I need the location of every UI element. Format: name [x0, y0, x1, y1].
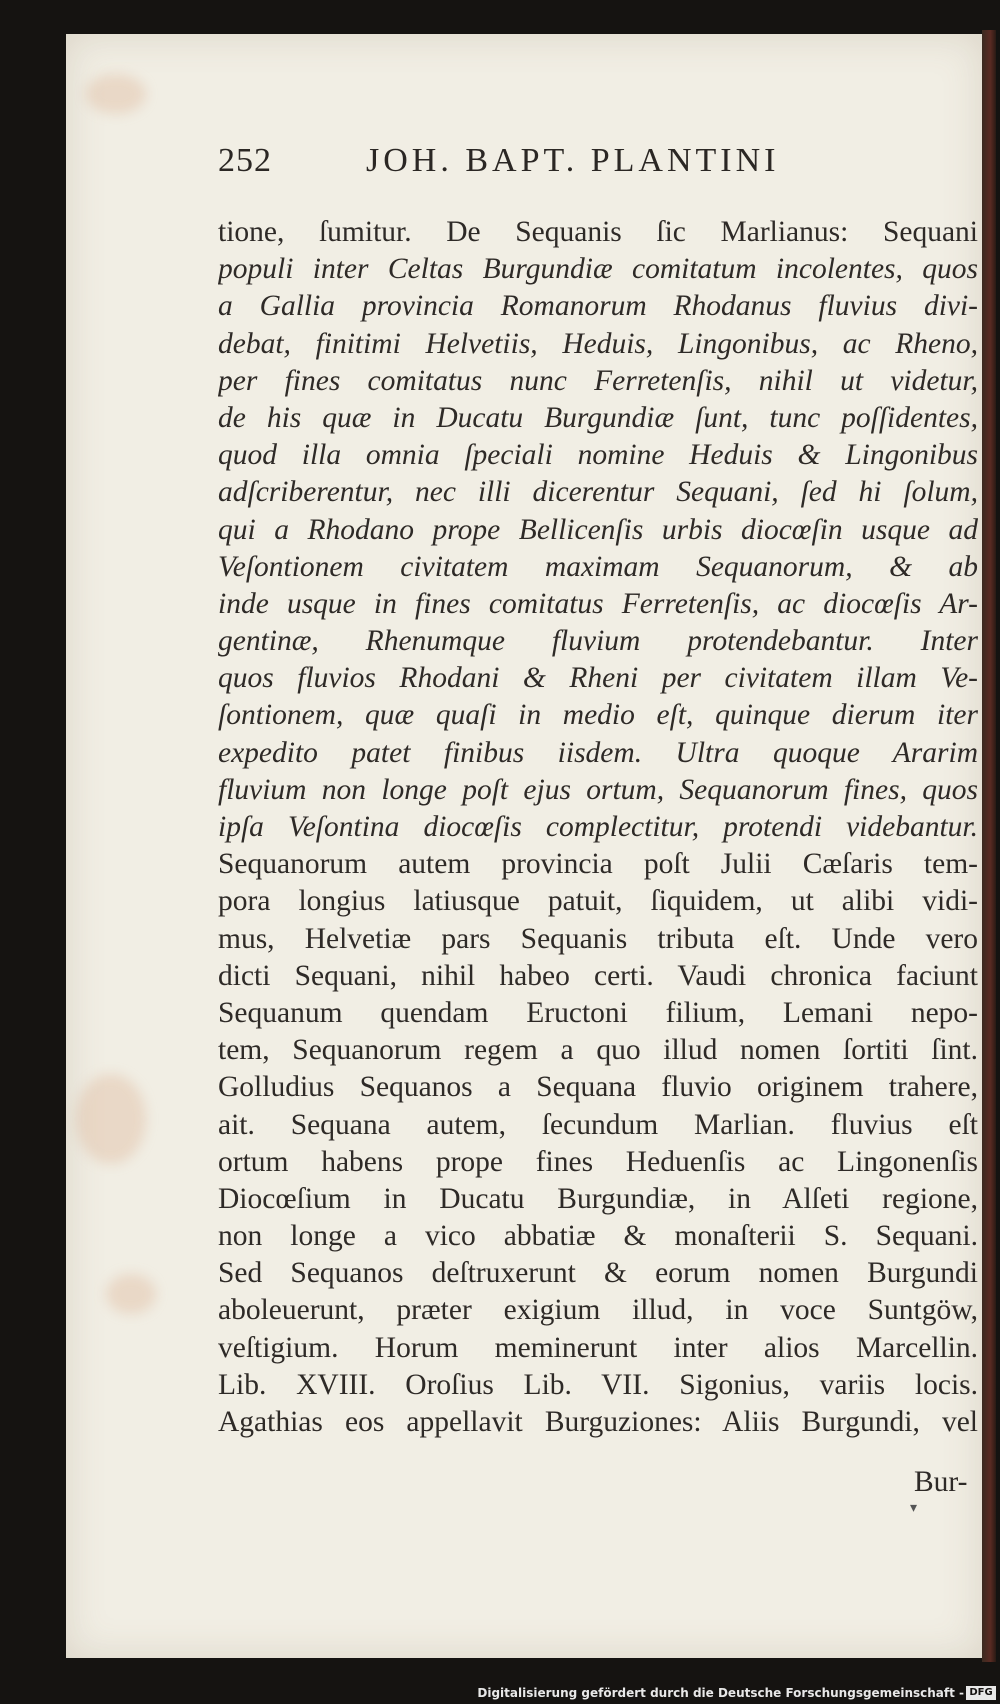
text-line: tione, ſumitur. De Sequanis ſic Marlianus: Sequani	[218, 216, 978, 248]
page-edge	[982, 30, 996, 1662]
text-line: qui a Rhodano prope Bellicenſis urbis diocœſin usque ad	[218, 513, 978, 546]
text-line: expedito patet finibus iisdem. Ultra quoque Ararim	[218, 736, 978, 769]
paper-stain	[106, 1274, 156, 1314]
footer-credit: Digitalisierung gefördert durch die Deutsche Forschungsgemeinschaft -	[477, 1686, 964, 1700]
text-line: ait. Sequana autem, ſecundum Marlian. fluvius eſt	[218, 1108, 978, 1141]
text-line: ſontionem, quæ quaſi in medio eſt, quinque dierum iter	[218, 699, 978, 732]
dfg-logo: DFG	[966, 1686, 996, 1700]
page-number: 252	[218, 142, 272, 179]
text-line: a Gallia provincia Romanorum Rhodanus fluvius divi-	[218, 290, 978, 323]
text-line: per fines comitatus nunc Ferretenſis, nihil ut videtur,	[218, 364, 978, 397]
text-line: pora longius latiusque patuit, ſiquidem, ut alibi vidi-	[218, 885, 978, 918]
text-line: de his quæ in Ducatu Burgundiæ ſunt, tunc poſſidentes,	[218, 401, 978, 434]
text-line: adſcriberentur, nec illi dicerentur Sequani, ſed hi ſolum,	[218, 476, 978, 509]
text-line: veſtigium. Horum meminerunt inter alios Marcellin.	[218, 1331, 978, 1364]
text-line: debat, finitimi Helvetiis, Heduis, Lingonibus, ac Rheno,	[218, 327, 978, 360]
paper-stain	[86, 74, 146, 114]
text-line: Agathias eos appellavit Burguziones: Aliis Burgundi, vel	[218, 1406, 978, 1438]
text-line: non longe a vico abbatiæ & monaſterii S. Sequani.	[218, 1220, 978, 1253]
body-text	[218, 214, 978, 1441]
catchword: Bur-	[914, 1466, 968, 1498]
text-line: Veſontionem civitatem maximam Sequanorum, & ab	[218, 550, 978, 583]
text-line: tem, Sequanorum regem a quo illud nomen ſortiti ſint.	[218, 1034, 978, 1067]
print-mark: ▾	[910, 1501, 918, 1516]
text-line: quos fluvios Rhodani & Rheni per civitatem illam Ve-	[218, 662, 978, 695]
text-line: Sed Sequanos deſtruxerunt & eorum nomen Burgundi	[218, 1257, 978, 1290]
page-header	[218, 142, 978, 194]
text-line: inde usque in fines comitatus Ferretenſis, ac diocœſis Ar-	[218, 587, 978, 620]
text-line: Golludius Sequanos a Sequana fluvio originem trahere,	[218, 1071, 978, 1104]
text-line: gentinæ, Rhenumque fluvium protendebantur. Inter	[218, 625, 978, 658]
text-line: quod illa omnia ſpeciali nomine Heduis & Lingonibus	[218, 439, 978, 472]
text-line: dicti Sequani, nihil habeo certi. Vaudi chronica faciunt	[218, 959, 978, 992]
text-line: mus, Helvetiæ pars Sequanis tributa eſt. Unde vero	[218, 922, 978, 955]
text-line: aboleuerunt, præter exigium illud, in voce Suntgöw,	[218, 1294, 978, 1327]
text-line: fluvium non longe poſt ejus ortum, Sequanorum fines, quos	[218, 773, 978, 806]
running-head: JOH. BAPT. PLANTINI	[366, 142, 780, 179]
text-line: Diocœſium in Ducatu Burgundiæ, in Alſeti regione,	[218, 1182, 978, 1215]
text-line: ortum habens prope fines Heduenſis ac Lingonenſis	[218, 1145, 978, 1178]
text-line: ipſa Veſontina diocœſis complectitur, protendi videbantur.	[218, 811, 978, 843]
text-line: Sequanum quendam Eructoni filium, Lemani nepo-	[218, 996, 978, 1029]
text-line: Lib. XVIII. Oroſius Lib. VII. Sigonius, variis locis.	[218, 1368, 978, 1401]
text-line: Sequanorum autem provincia poſt Julii Cæſaris tem-	[218, 848, 978, 881]
paper-stain	[76, 1074, 146, 1164]
text-line: populi inter Celtas Burgundiæ comitatum incolentes, quos	[218, 253, 978, 286]
